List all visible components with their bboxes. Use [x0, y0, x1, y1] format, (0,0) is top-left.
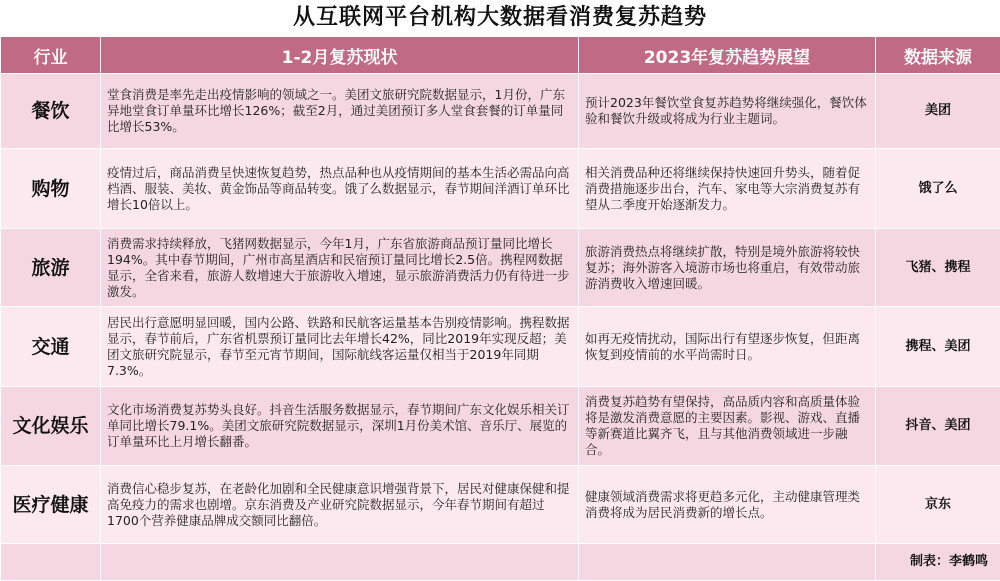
industry-cell: 文化娱乐 [1, 387, 101, 466]
header-industry: 行业 [1, 37, 101, 74]
header-status: 1-2月复苏现状 [101, 37, 579, 74]
table-row [1, 466, 1000, 544]
industry-cell: 医疗健康 [1, 466, 101, 544]
outlook-cell: 预计2023年餐饮堂食复苏趋势将继续强化，餐饮体验和餐饮升级或将成为行业主题词。 [579, 74, 876, 149]
page-title: 从互联网平台机构大数据看消费复苏趋势 [292, 5, 707, 30]
industry-cell: 餐饮 [1, 74, 101, 149]
status-cell: 消费信心稳步复苏，在老龄化加剧和全民健康意识增强背景下，居民对健康保健和提高免疫力的需求也剧增。京东消费及产业研究院数据显示，今年春节期间有超过1700个营养健康品牌成交额同比翻倍。 [101, 466, 579, 544]
table-row [1, 74, 1000, 149]
industry-cell: 旅游 [1, 229, 101, 307]
header-outlook: 2023年复苏趋势展望 [579, 37, 876, 74]
footer-spacer [101, 544, 579, 581]
outlook-cell: 如再无疫情扰动，国际出行有望逐步恢复，但距离恢复到疫情前的水平尚需时日。 [579, 307, 876, 387]
table-row [1, 307, 1000, 387]
table-row [1, 387, 1000, 466]
status-cell: 疫情过后，商品消费呈快速恢复趋势，热点品种也从疫情期间的基本生活必需品向高档酒、服装、美妆、黄金饰品等商品转变。饿了么数据显示，春节期间洋酒订单环比增长10倍以上。 [101, 149, 579, 229]
source-cell: 京东 [876, 466, 1000, 544]
recovery-table [0, 36, 1000, 581]
status-cell: 文化市场消费复苏势头良好。抖音生活服务数据显示，春节期间广东文化娱乐相关订单同比增长79.1%。美团文旅研究院数据显示，深圳1月份美术馆、音乐厅、展览的订单量环比上月增长翻番。 [101, 387, 579, 466]
outlook-cell: 相关消费品种还将继续保持快速回升势头，随着促消费措施逐步出台，汽车、家电等大宗消费复苏有望从二季度开始逐渐发力。 [579, 149, 876, 229]
credit-text: 制表：李鹤鸣 [876, 544, 1000, 581]
source-cell: 抖音、美团 [876, 387, 1000, 466]
source-cell: 饿了么 [876, 149, 1000, 229]
footer-spacer [579, 544, 876, 581]
source-cell: 携程、美团 [876, 307, 1000, 387]
footer-row [1, 544, 1000, 581]
outlook-cell: 消费复苏趋势有望保持，高品质内容和高质量体验将是激发消费意愿的主要因素。影视、游戏、直播等新赛道比翼齐飞，且与其他消费领域进一步融合。 [579, 387, 876, 466]
source-cell: 飞猪、携程 [876, 229, 1000, 307]
table-row [1, 229, 1000, 307]
status-cell: 居民出行意愿明显回暖，国内公路、铁路和民航客运量基本告别疫情影响。携程数据显示，春节前后，广东省机票预订量同比去年增长42%，同比2019年实现反超；美团文旅研究院显示，春节至元宵节期间，国际航线客运量仅相当于2019年同期7.3%。 [101, 307, 579, 387]
source-cell: 美团 [876, 74, 1000, 149]
table-row [1, 149, 1000, 229]
status-cell: 堂食消费是率先走出疫情影响的领域之一。美团文旅研究院数据显示，1月份，广东异地堂食订单量环比增长126%；截至2月，通过美团预订多人堂食套餐的订单量同比增长53%。 [101, 74, 579, 149]
header-row [1, 37, 1000, 74]
footer-spacer [1, 544, 101, 581]
outlook-cell: 旅游消费热点将继续扩散，特别是境外旅游将较快复苏；海外游客入境游市场也将重启，有效带动旅游消费收入增速回暖。 [579, 229, 876, 307]
outlook-cell: 健康领域消费需求将更趋多元化，主动健康管理类消费将成为居民消费新的增长点。 [579, 466, 876, 544]
industry-cell: 交通 [1, 307, 101, 387]
status-cell: 消费需求持续释放，飞猪网数据显示，今年1月，广东省旅游商品预订量同比增长194%。其中春节期间，广州市高星酒店和民宿预订量同比增长2.5倍。携程网数据显示，全省来看，旅游人数增速大于旅游收入增速，显示旅游消费活力仍有待进一步激发。 [101, 229, 579, 307]
industry-cell: 购物 [1, 149, 101, 229]
header-source: 数据来源 [876, 37, 1000, 74]
